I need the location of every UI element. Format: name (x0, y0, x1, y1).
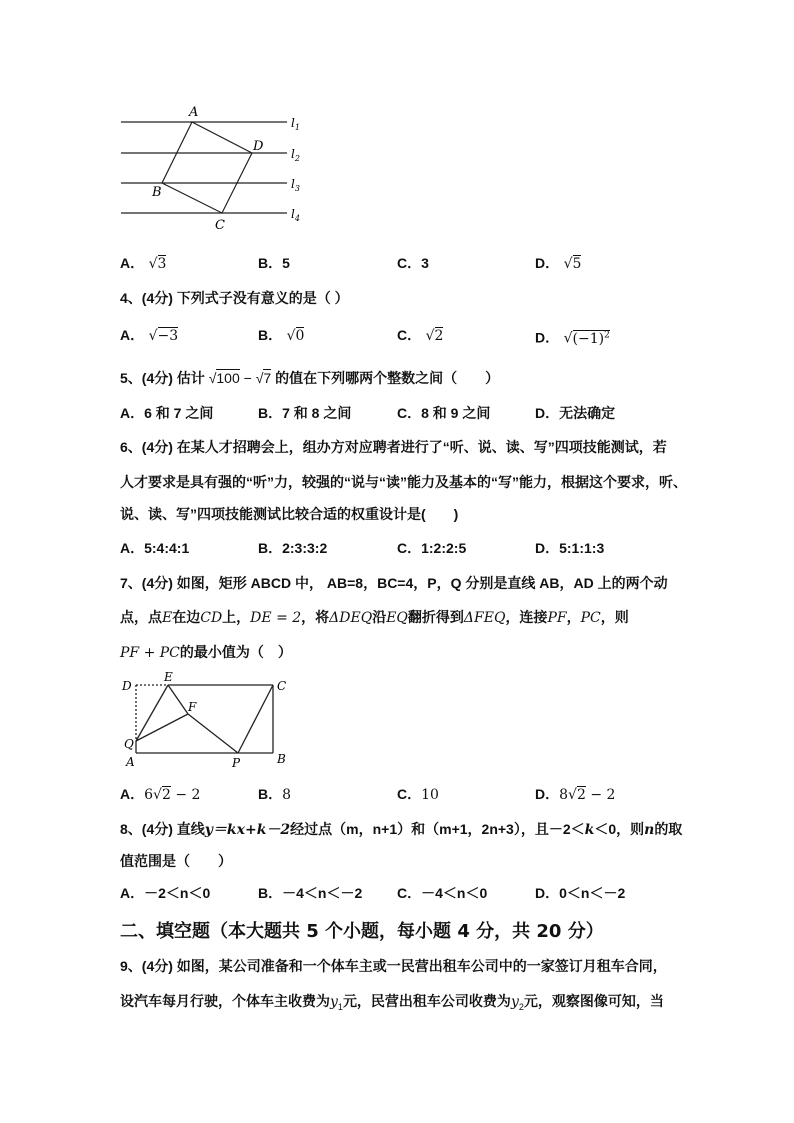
q8-option-a[interactable]: A．－2＜n＜0 (120, 885, 211, 901)
label-f: F (188, 700, 197, 714)
q3-option-d[interactable]: D． √5 (535, 255, 582, 272)
q5-stem: 5、(4分) 估计 √100 − √7 的值在下列哪两个整数之间（ ） (120, 370, 500, 386)
q7-option-b[interactable]: B．8 (258, 786, 292, 803)
label-l1: $l_1$ (291, 116, 300, 132)
label-p: P (232, 756, 241, 770)
q6-line2: 人才要求是具有强的“听”力，较强的“说与“读”能力及基本的“写”能力，根据这个要求，听、 (120, 474, 687, 490)
label-b: B (277, 752, 286, 766)
q7-option-c[interactable]: C．10 (397, 786, 439, 803)
label-a: A (189, 105, 199, 120)
label-e: E (164, 670, 173, 684)
label-b: B (152, 185, 162, 200)
q6-line3: 说、读、写”四项技能测试比较合适的权重设计是( ) (120, 506, 459, 522)
q8-option-b[interactable]: B．－4＜n＜－2 (258, 885, 363, 901)
q8-option-d[interactable]: D．0＜n＜－2 (535, 885, 626, 901)
q8-line1: 8、(4分) 直线y＝kx+k－2经过点（m，n+1）和（m+1，2n+3），且－2＜k＜0，则n的取 (120, 821, 683, 838)
q7-line2: 点，点E在边CD上，DE = 2，将ΔDEQ沿EQ翻折得到ΔFEQ，连接PF，PC，则 (120, 609, 629, 626)
segment-ef (168, 685, 188, 714)
label-a: A (126, 755, 135, 769)
q7-line1: 7、(4分) 如图，矩形 ABCD 中， AB=8，BC=4，P，Q 分别是直线 AB，AD 上的两个动 (120, 575, 668, 591)
q6-option-c[interactable]: C．1:2:2:5 (397, 540, 467, 556)
q6-option-a[interactable]: A．5:4:4:1 (120, 540, 190, 556)
q6-option-b[interactable]: B．2:3:3:2 (258, 540, 328, 556)
q4-stem: 4、(4分) 下列式子没有意义的是（ ） (120, 290, 349, 306)
figure-parallel-lines-square (115, 100, 315, 235)
label-c: C (277, 679, 287, 693)
label-l2: $l_2$ (291, 147, 300, 163)
label-c: C (215, 218, 225, 233)
label-q: Q (124, 737, 134, 751)
q9-line2: 设汽车每月行驶，个体车主收费为$y_1$元，民营出租车公司收费为$y_2$元，观察图像可知，当 (120, 993, 664, 1012)
q7-option-a[interactable]: A．6√2 − 2 (120, 786, 201, 803)
q4-option-b[interactable]: B． √0 (258, 327, 305, 344)
section-heading-fill-in: 二、填空题（本大题共 5 个小题，每小题 4 分，共 20 分） (120, 921, 604, 942)
q3-option-c[interactable]: C．3 (397, 255, 429, 271)
q4-option-a[interactable]: A． √−3 (120, 327, 179, 344)
label-l3: $l_3$ (291, 177, 300, 193)
sqrt-sign: √ (563, 256, 573, 272)
segment-pc (238, 685, 273, 753)
q7-line3: PF + PC的最小值为（ ） (120, 644, 292, 661)
square-abcd (162, 122, 252, 213)
q7-option-d[interactable]: D．8√2 − 2 (535, 786, 616, 803)
q5-option-d[interactable]: D．无法确定 (535, 405, 616, 421)
q3-option-b[interactable]: B．5 (258, 255, 290, 271)
q3-option-a[interactable]: A． √3 (120, 255, 167, 272)
q5-option-a[interactable]: A．6 和 7 之间 (120, 405, 214, 421)
q5-option-c[interactable]: C．8 和 9 之间 (397, 405, 491, 421)
q8-line2: 值范围是（ ） (120, 853, 232, 869)
q6-line1: 6、(4分) 在某人才招聘会上，组办方对应聘者进行了“听、说、读、写”四项技能测试，若 (120, 439, 667, 455)
label-d: D (253, 139, 264, 154)
q4-option-d[interactable]: D． $√(-1)^2$ (535, 329, 610, 347)
q9-line1: 9、(4分) 如图，某公司准备和一个体车主或一民营出租车公司中的一家签订月租车合同， (120, 958, 667, 974)
segment-fp (188, 714, 238, 753)
label-l4: $l_4$ (291, 207, 300, 223)
sqrt-sign: √ (148, 256, 158, 272)
label-d: D (122, 679, 132, 693)
q5-option-b[interactable]: B．7 和 8 之间 (258, 405, 352, 421)
q6-option-d[interactable]: D．5:1:1:3 (535, 540, 605, 556)
q8-option-c[interactable]: C．－4＜n＜0 (397, 885, 488, 901)
figure-rectangle-fold (118, 668, 298, 773)
q4-option-c[interactable]: C． √2 (397, 327, 444, 344)
